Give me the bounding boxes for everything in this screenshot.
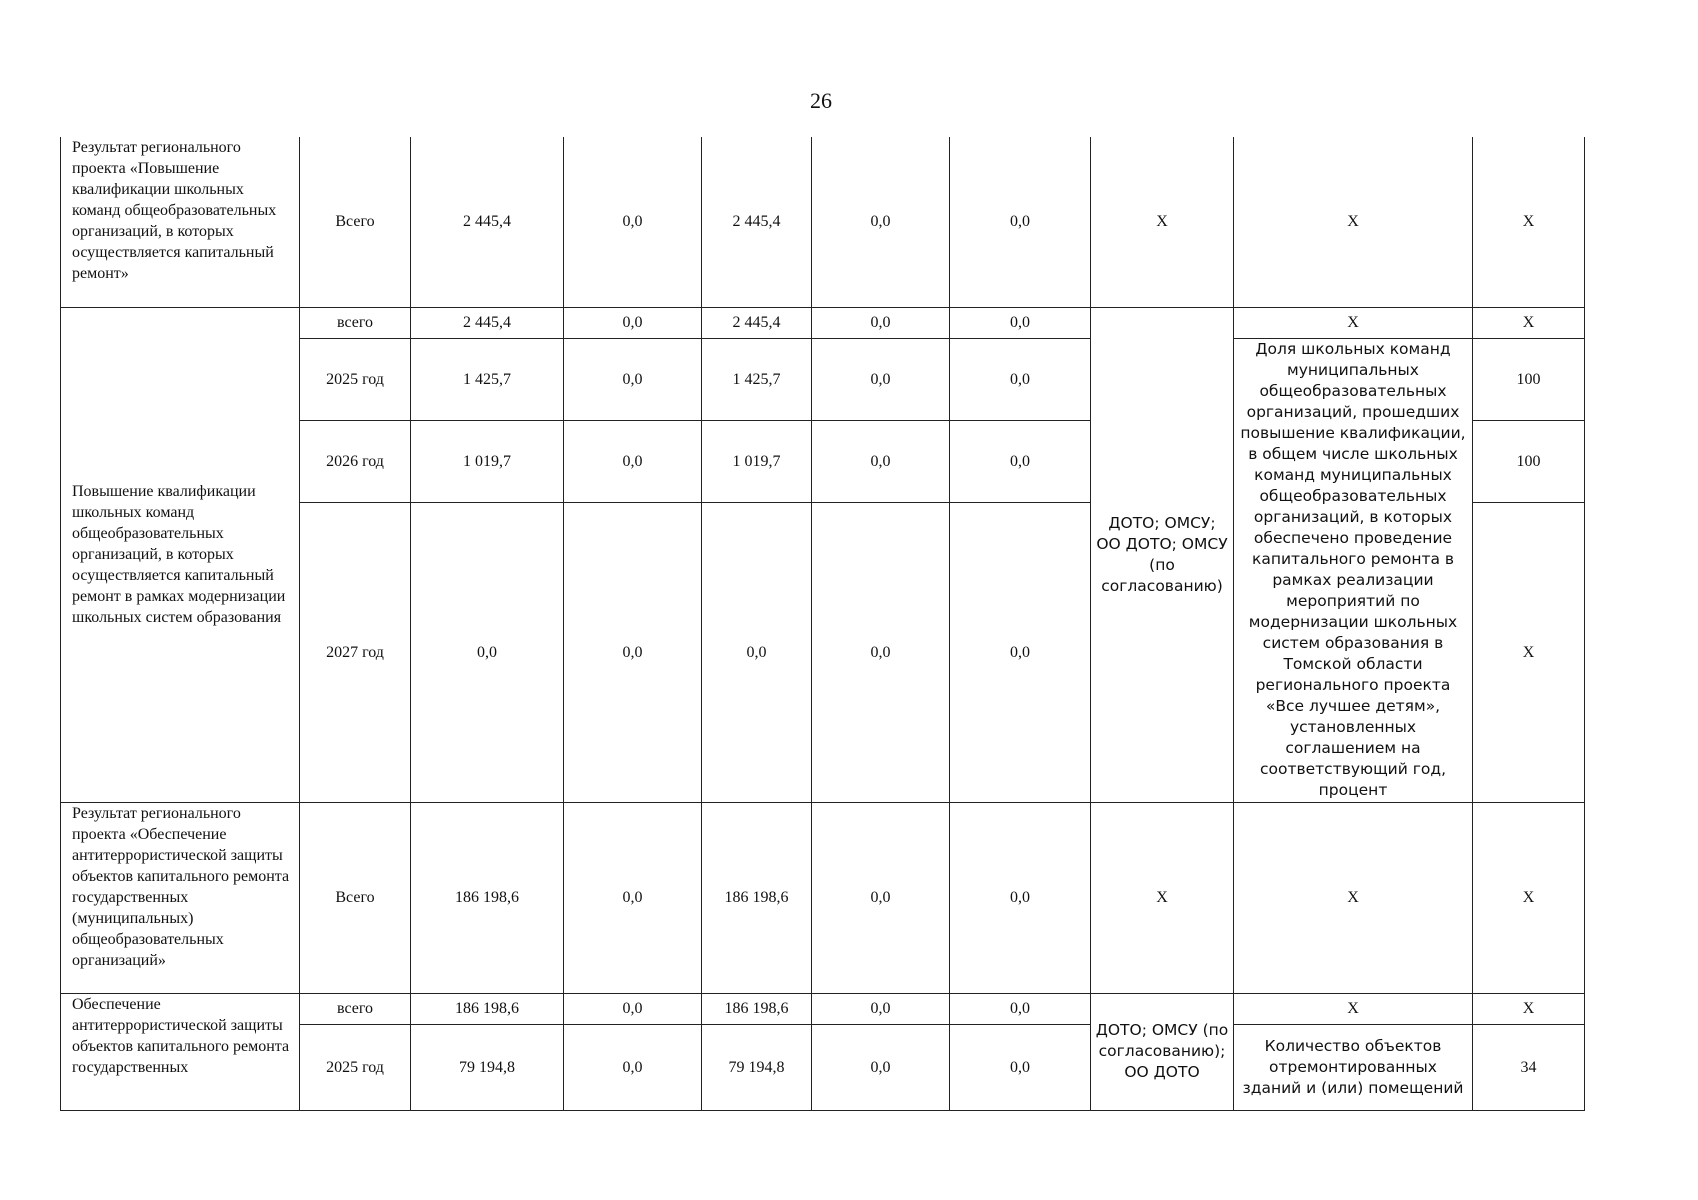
total-cell: 1 425,7 xyxy=(411,338,564,420)
period-cell: Всего xyxy=(300,802,411,993)
period-cell: 2026 год xyxy=(300,420,411,502)
table-row xyxy=(61,307,1585,338)
regional-cell: 0,0 xyxy=(702,502,812,802)
regional-cell: 1 425,7 xyxy=(702,338,812,420)
activity-name: Повышение квалификации школьных команд общеобразовательных организаций, в которых осуществляется капитальный ремонт в рамках модернизации школьных систем образования xyxy=(61,307,300,802)
value-cell: 34 xyxy=(1473,1024,1585,1110)
period-cell: 2025 год xyxy=(300,338,411,420)
total-cell: 79 194,8 xyxy=(411,1024,564,1110)
federal-cell: 0,0 xyxy=(564,137,702,307)
period-cell: всего xyxy=(300,307,411,338)
other-cell: 0,0 xyxy=(950,1024,1091,1110)
total-cell: 186 198,6 xyxy=(411,993,564,1024)
budget-table xyxy=(60,137,1585,1111)
other-cell: 0,0 xyxy=(950,137,1091,307)
total-cell: 186 198,6 xyxy=(411,802,564,993)
value-cell: Х xyxy=(1473,307,1585,338)
local-cell: 0,0 xyxy=(812,338,950,420)
table-row xyxy=(61,137,1585,307)
local-cell: 0,0 xyxy=(812,502,950,802)
federal-cell: 0,0 xyxy=(564,802,702,993)
period-cell: 2027 год xyxy=(300,502,411,802)
total-cell: 0,0 xyxy=(411,502,564,802)
page-number: 26 xyxy=(810,88,832,113)
indicator-cell: Х xyxy=(1234,993,1473,1024)
federal-cell: 0,0 xyxy=(564,420,702,502)
period-cell: Всего xyxy=(300,137,411,307)
value-cell: 100 xyxy=(1473,420,1585,502)
result-name: Результат регионального проекта «Обеспечение антитеррористической защиты объектов капитального ремонта государственных (муниципальных) общеобразовательных организаций» xyxy=(61,802,300,993)
other-cell: 0,0 xyxy=(950,338,1091,420)
federal-cell: 0,0 xyxy=(564,502,702,802)
executor-cell: Х xyxy=(1091,137,1234,307)
indicator-cell: Доля школьных команд муниципальных общеобразовательных организаций, прошедших повышение квалификации, в общем числе школьных команд муниципальных общеобразовательных организаций, в которых обеспечено проведение капитального ремонта в рамках реализации мероприятий по модернизации школьных систем образования в Томской области регионального проекта «Все лучшее детям», установленных соглашением на соответствующий год, процент xyxy=(1234,338,1473,802)
federal-cell: 0,0 xyxy=(564,338,702,420)
value-cell: Х xyxy=(1473,502,1585,802)
indicator-cell: Количество объектов отремонтированных зданий и (или) помещений xyxy=(1234,1024,1473,1110)
regional-cell: 2 445,4 xyxy=(702,137,812,307)
regional-cell: 79 194,8 xyxy=(702,1024,812,1110)
regional-cell: 186 198,6 xyxy=(702,802,812,993)
regional-cell: 1 019,7 xyxy=(702,420,812,502)
value-cell: 100 xyxy=(1473,338,1585,420)
regional-cell: 186 198,6 xyxy=(702,993,812,1024)
value-cell: Х xyxy=(1473,993,1585,1024)
period-cell: всего xyxy=(300,993,411,1024)
federal-cell: 0,0 xyxy=(564,1024,702,1110)
period-cell: 2025 год xyxy=(300,1024,411,1110)
table-row xyxy=(61,993,1585,1024)
local-cell: 0,0 xyxy=(812,420,950,502)
executor-cell: Х xyxy=(1091,802,1234,993)
other-cell: 0,0 xyxy=(950,993,1091,1024)
other-cell: 0,0 xyxy=(950,307,1091,338)
local-cell: 0,0 xyxy=(812,307,950,338)
local-cell: 0,0 xyxy=(812,1024,950,1110)
indicator-cell: Х xyxy=(1234,802,1473,993)
activity-name: Обеспечение антитеррористической защиты объектов капитального ремонта государственных xyxy=(61,993,300,1110)
executor-cell: ДОТО; ОМСУ (по согласованию); ОО ДОТО xyxy=(1091,993,1234,1110)
indicator-cell: Х xyxy=(1234,307,1473,338)
local-cell: 0,0 xyxy=(812,802,950,993)
result-name: Результат регионального проекта «Повышение квалификации школьных команд общеобразовательных организаций, в которых осуществляется капитальный ремонт» xyxy=(61,137,300,307)
federal-cell: 0,0 xyxy=(564,307,702,338)
total-cell: 2 445,4 xyxy=(411,307,564,338)
executor-cell: ДОТО; ОМСУ; ОО ДОТО; ОМСУ (по согласованию) xyxy=(1091,307,1234,802)
local-cell: 0,0 xyxy=(812,137,950,307)
value-cell: Х xyxy=(1473,137,1585,307)
indicator-cell: Х xyxy=(1234,137,1473,307)
federal-cell: 0,0 xyxy=(564,993,702,1024)
other-cell: 0,0 xyxy=(950,420,1091,502)
value-cell: Х xyxy=(1473,802,1585,993)
other-cell: 0,0 xyxy=(950,802,1091,993)
total-cell: 1 019,7 xyxy=(411,420,564,502)
other-cell: 0,0 xyxy=(950,502,1091,802)
local-cell: 0,0 xyxy=(812,993,950,1024)
table-row xyxy=(61,802,1585,993)
regional-cell: 2 445,4 xyxy=(702,307,812,338)
total-cell: 2 445,4 xyxy=(411,137,564,307)
